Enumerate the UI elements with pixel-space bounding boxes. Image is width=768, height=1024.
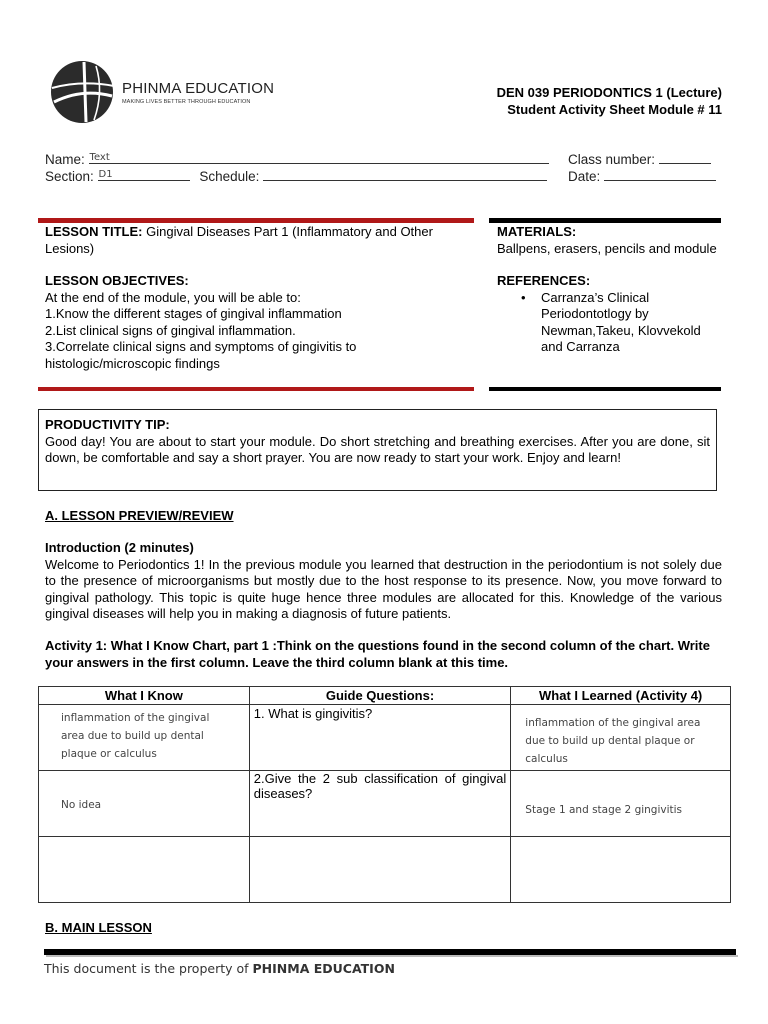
materials-block: [497, 224, 721, 356]
date-field: [568, 166, 716, 184]
lesson-bottom-divider: [38, 387, 474, 391]
what-i-know-cell[interactable]: [39, 705, 250, 771]
guide-question-cell: [249, 771, 511, 837]
name-field: [45, 149, 549, 167]
class-number-input[interactable]: [659, 149, 711, 164]
what-i-learned-cell[interactable]: [511, 771, 731, 837]
what-i-learned-cell[interactable]: [511, 837, 731, 903]
column-header: What I Learned (Activity 4): [511, 687, 731, 705]
lesson-title: [45, 224, 470, 257]
cell-text: inflammation of the gingival area due to build up dental plaque or calculus: [61, 712, 210, 760]
materials-heading: MATERIALS:: [497, 224, 577, 239]
column-header: Guide Questions:: [249, 687, 511, 705]
schedule-input[interactable]: [263, 166, 547, 181]
name-label: Name:: [45, 152, 85, 167]
guide-question-cell: [249, 837, 511, 903]
section-input[interactable]: [98, 166, 190, 181]
bullet-icon: •: [521, 289, 526, 305]
class-number-field: [568, 149, 711, 167]
column-header: What I Know: [39, 687, 250, 705]
document-header: [497, 84, 722, 118]
table-row: [39, 837, 731, 903]
cell-text: 1. What is gingivitis?: [253, 706, 373, 721]
schedule-label: Schedule:: [199, 169, 260, 184]
objective-item: 2.List clinical signs of gingival inflammation.: [45, 322, 296, 338]
objective-item: 1.Know the different stages of gingival inflammation: [45, 306, 342, 321]
course-title: DEN 039 PERIODONTICS 1 (Lecture): [496, 85, 722, 100]
materials-bottom-divider: [489, 387, 721, 391]
materials-top-divider: [489, 218, 721, 223]
lesson-block: [45, 224, 470, 372]
cell-text: 2.Give the 2 sub classification of gingival diseases?: [253, 771, 507, 801]
section-field: [45, 166, 547, 184]
tip-heading: PRODUCTIVITY TIP:: [45, 417, 170, 432]
lesson-top-divider: [38, 218, 474, 223]
intro-heading: Introduction (2 minutes): [45, 540, 194, 555]
references-heading: REFERENCES:: [497, 273, 591, 288]
section-b-heading: [45, 920, 152, 937]
tip-text: Good day! You are about to start your module. Do short stretching and breathing exercises. After you are done, sit down, be comfortable and say a short prayer. You are now ready to start your work. Enjoy and learn!: [45, 433, 710, 465]
lesson-title-label: LESSON TITLE:: [45, 224, 143, 239]
cell-text: No idea: [61, 799, 102, 811]
phinma-logo: [48, 58, 278, 126]
what-i-know-chart: [38, 686, 731, 903]
cell-text: inflammation of the gingival area due to build up dental plaque or calculus: [525, 717, 701, 765]
objective-item: 3.Correlate clinical signs and symptoms of gingivitis to histologic/microscopic findings: [45, 339, 357, 371]
date-input[interactable]: [604, 166, 716, 181]
footer: [44, 961, 395, 976]
sheet-title: Student Activity Sheet Module # 11: [507, 102, 722, 117]
table-row: [39, 771, 731, 837]
footer-prefix: This document is the property of: [44, 961, 253, 976]
table-row: [39, 705, 731, 771]
name-value: Text: [89, 152, 110, 163]
date-label: Date:: [568, 169, 601, 184]
objectives-intro: At the end of the module, you will be able to:: [45, 289, 301, 305]
logo-tagline: MAKING LIVES BETTER THROUGH EDUCATION: [122, 99, 251, 105]
lesson-title-value: Gingival Diseases Part 1 (Inflammatory and Other Lesions): [45, 224, 433, 256]
materials-text: Ballpens, erasers, pencils and module: [497, 240, 717, 256]
what-i-know-cell[interactable]: [39, 837, 250, 903]
what-i-know-cell[interactable]: [39, 771, 250, 837]
what-i-learned-cell[interactable]: [511, 705, 731, 771]
productivity-tip-box: [38, 409, 717, 491]
name-input[interactable]: [89, 149, 549, 164]
intro-text: Welcome to Periodontics 1! In the previous module you learned that destruction in the periodontium is not solely due to the presence of microorganisms but mostly due to the host response to its presence. Now, you move forward to gingival pathology. This topic is quite huge hence three modules are allocated for this. Knowledge of the various gingival diseases will help you in making a diagnosis of future patients.: [45, 556, 722, 621]
reference-text: Carranza’s Clinical Periodontotlogy by Newman,Takeu, Klovvekold and Carranza: [541, 289, 701, 354]
guide-question-cell: [249, 705, 511, 771]
section-label: Section:: [45, 169, 94, 184]
introduction: [45, 540, 722, 623]
logo-name: PHINMA EDUCATION: [122, 80, 275, 97]
section-b-heading-text: B. MAIN LESSON: [45, 920, 152, 935]
objectives-heading: LESSON OBJECTIVES:: [45, 273, 189, 288]
chart-header-row: [39, 687, 731, 705]
section-value: D1: [98, 169, 113, 180]
footer-owner: PHINMA EDUCATION: [252, 961, 395, 976]
activity-instructions: Activity 1: What I Know Chart, part 1 :Think on the questions found in the second column of the chart. Write your answers in the first column. Leave the third column blank at this time.: [45, 638, 710, 670]
cell-text: Stage 1 and stage 2 gingivitis: [525, 804, 683, 816]
reference-item: [497, 290, 721, 356]
footer-divider-shadow: [46, 955, 738, 957]
section-a-heading: [45, 508, 234, 525]
globe-logo-icon: [48, 58, 118, 126]
section-a-heading-text: A. LESSON PREVIEW/REVIEW: [45, 508, 234, 523]
class-number-label: Class number:: [568, 152, 656, 167]
